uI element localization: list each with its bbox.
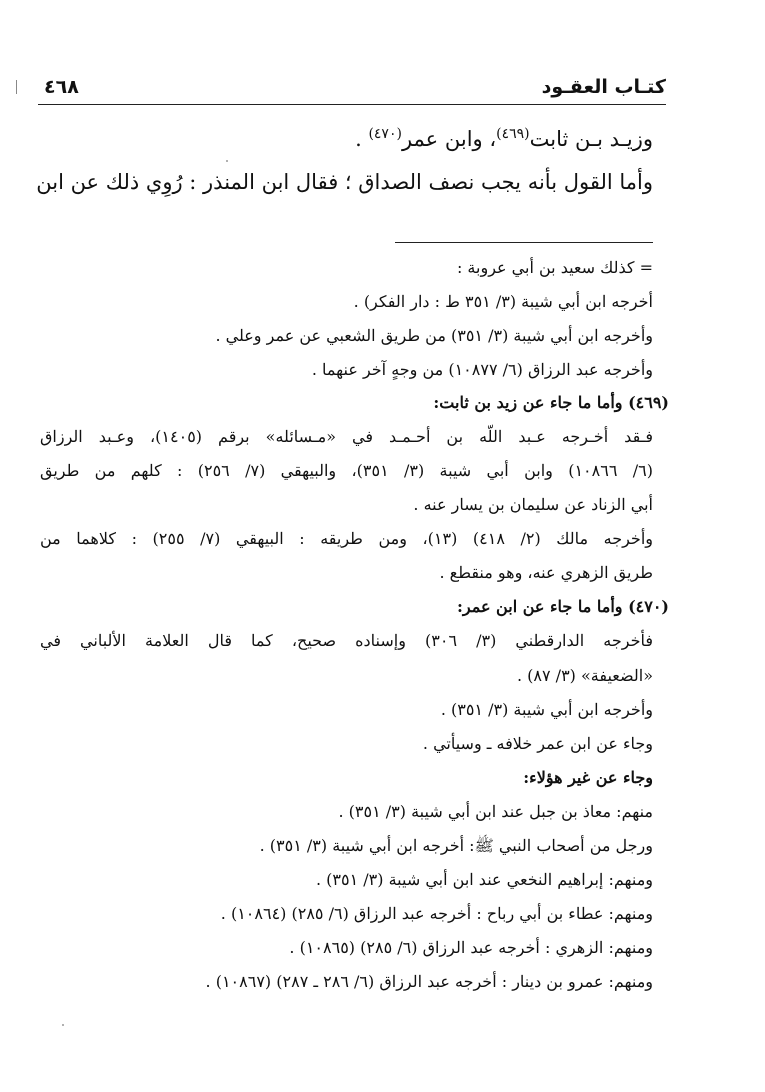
footnote-ref-470: (٤٧٠) [368, 126, 402, 142]
footnote-separator [395, 242, 653, 243]
footnote-line: وجاء عن ابن عمر خلافه ـ وسيأتي . [422, 734, 653, 753]
footnote-ref-469: (٤٦٩) [496, 126, 530, 142]
footnote-line: منهم: معاذ بن جبل عند ابن أبي شيبة (٣/ ٣٥١) . [338, 802, 653, 821]
footnote-line: «الضعيفة» (٣/ ٨٧) . [516, 666, 653, 685]
footnote-line: ومنهم: عطاء بن أبي رباح : أخرجه عبد الرزاق (٦/ ٢٨٥) (١٠٨٦٤) . [220, 904, 653, 923]
footnote-line: ومنهم: إبراهيم النخعي عند ابن أبي شيبة (٣/ ٣٥١) . [315, 870, 653, 889]
footnote-line: = كذلك سعيد بن أبي عروبة : [456, 258, 653, 277]
footnote-line: وأخرجه مالك (٢/ ٤١٨) (١٣)، ومن طريقه : البيهقي (٧/ ٢٥٥) : كلاهما من [40, 529, 653, 548]
footnote-line: ورجل من أصحاب النبي ﷺ: أخرجه ابن أبي شيبة (٣/ ٣٥١) . [259, 836, 653, 855]
footnote-line: أخرجه ابن أبي شيبة (٣/ ٣٥١ ط : دار الفكر) . [353, 292, 653, 311]
footnote-line: (٦/ ١٠٨٦٦) وابن أبي شيبة (٣/ ٣٥١)، والبيهقي (٧/ ٢٥٦) : كلهم من طريق [40, 461, 653, 480]
main-text-segment: . [355, 127, 369, 151]
footnote-line: فـقد أخـرجه عـبد اللّه بن أحـمـد في «مـسائله» برقم (١٤٠٥)، وعـبد الرزاق [40, 427, 654, 446]
margin-mark [16, 80, 17, 94]
footnote-line: ومنهم: عمرو بن دينار : أخرجه عبد الرزاق (٦/ ٢٨٦ ـ ٢٨٧) (١٠٨٦٧) . [205, 972, 653, 991]
footnote-line: وأخرجه ابن أبي شيبة (٣/ ٣٥١) من طريق الشعبي عن عمر وعلي . [215, 326, 653, 345]
main-text-line-2: وأما القول بأنه يجب نصف الصداق ؛ فقال ابن المنذر : رُوِي ذلك عن ابن [36, 170, 653, 194]
footnote-subheading: وجاء عن غير هؤلاء: [523, 768, 653, 787]
main-text-segment: وزيـد بـن ثابت [529, 127, 653, 151]
footnote-line: ومنهم: الزهري : أخرجه عبد الرزاق (٦/ ٢٨٥) (١٠٨٦٥) . [289, 938, 653, 957]
footnote-line: أبي الزناد عن سليمان بن يسار عنه . [413, 495, 653, 514]
scan-speck [62, 1024, 64, 1026]
footnote-line: وأخرجه ابن أبي شيبة (٣/ ٣٥١) . [440, 700, 653, 719]
running-header-title: كتـاب العقـود [541, 76, 666, 98]
running-header [38, 74, 666, 105]
scan-speck [226, 160, 228, 162]
footnote-heading-470: (٤٧٠) وأما ما جاء عن ابن عمر: [456, 597, 669, 616]
main-text-line-1 [40, 126, 653, 151]
footnote-line: وأخرجه عبد الرزاق (٦/ ١٠٨٧٧) من وجهٍ آخر عنهما . [311, 360, 653, 379]
footnote-line: طريق الزهري عنه، وهو منقطع . [439, 563, 653, 582]
footnote-heading-469: (٤٦٩) وأما ما جاء عن زيد بن ثابت: [433, 393, 669, 412]
main-text-segment: ، وابن عمر [401, 127, 497, 151]
footnote-line: فأخرجه الدارقطني (٣/ ٣٠٦) وإسناده صحيح، كما قال العلامة الألباني في [40, 631, 653, 650]
page-number: ٤٦٨ [44, 76, 79, 98]
